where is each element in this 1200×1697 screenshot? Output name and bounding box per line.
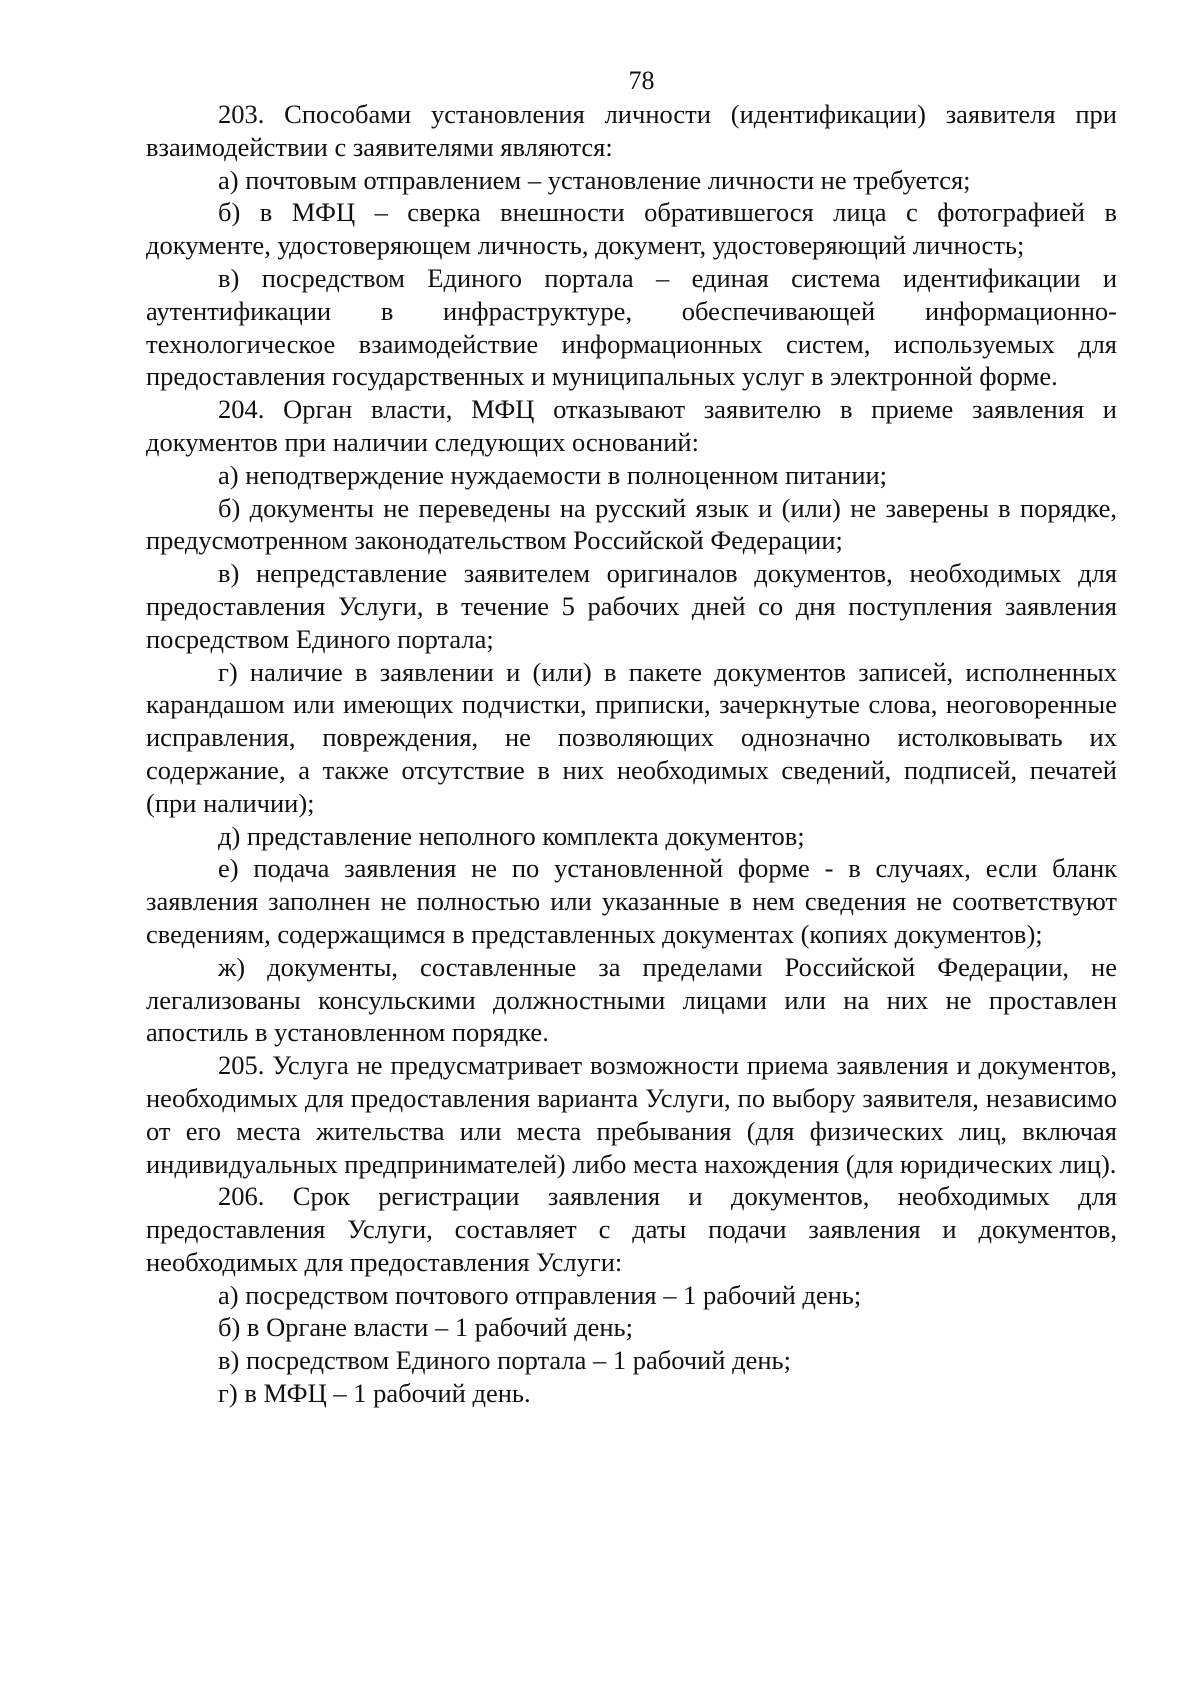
paragraph-204-g: г) наличие в заявлении и (или) в пакете документов записей, исполненных карандашом или имеющих подчистки, приписки, зачеркнутые слова, неоговоренные исправления, повреждения, не позволяющих однозначно истолковывать их содержание, а также отсутствие в них необходимых сведений, подписей, печатей (при наличии); xyxy=(146,656,1117,818)
paragraph-206-b: б) в Органе власти – 1 рабочий день; xyxy=(218,1312,633,1343)
page-number: 78 xyxy=(628,66,655,95)
paragraph-204-zh: ж) документы, составленные за пределами Российской Федерации, не легализованы консульскими должностными лицами или на них не проставлен апостиль в установленном порядке. xyxy=(146,951,1117,1048)
paragraph-206-v: в) посредством Единого портала – 1 рабочий день; xyxy=(218,1345,791,1376)
paragraph-204-e: е) подача заявления не по установленной форме - в случаях, если бланк заявления заполнен не полностью или указанные в нем сведения не соответствуют сведениям, содержащимся в представленных документах (копиях документов); xyxy=(146,853,1117,949)
paragraph-206-a: а) посредством почтового отправления – 1 рабочий день; xyxy=(218,1279,862,1310)
paragraph-204: 204. Орган власти, МФЦ отказывают заявителю в приеме заявления и документов при наличии следующих оснований: xyxy=(146,394,1117,457)
document-body xyxy=(146,98,1117,1410)
paragraph-204-v: в) непредставление заявителем оригиналов документов, необходимых для предоставления Услуги, в течение 5 рабочих дней со дня поступления заявления посредством Единого портала; xyxy=(146,558,1117,654)
paragraph-203-a: а) почтовым отправлением – установление личности не требуется; xyxy=(218,164,971,195)
paragraph-204-a: а) неподтверждение нуждаемости в полноценном питании; xyxy=(218,459,888,490)
paragraph-204-b: б) документы не переведены на русский язык и (или) не заверены в порядке, предусмотренном законодательством Российской Федерации; xyxy=(146,492,1117,556)
paragraph-203: 203. Способами установления личности (идентификации) заявителя при взаимодействии с заявителями являются: xyxy=(146,99,1117,162)
paragraph-206: 206. Срок регистрации заявления и документов, необходимых для предоставления Услуги, составляет с даты подачи заявления и документов, необходимых для предоставления Услуги: xyxy=(146,1181,1117,1277)
paragraph-203-b: б) в МФЦ – сверка внешности обратившегося лица с фотографией в документе, удостоверяющем личность, документ, удостоверяющий личность; xyxy=(146,197,1117,261)
paragraph-206-g: г) в МФЦ – 1 рабочий день. xyxy=(218,1378,531,1409)
paragraph-205: 205. Услуга не предусматривает возможности приема заявления и документов, необходимых для предоставления варианта Услуги, по выбору заявителя, независимо от его места жительства или места пребывания (для физических лиц, включая индивидуальных предпринимателей) либо места нахождения (для юридических лиц). xyxy=(146,1050,1117,1179)
paragraph-203-v: в) посредством Единого портала – единая система идентификации и аутентификации в инфраструктуре, обеспечивающей информационно-технологическое взаимодействие информационных систем, используемых для предоставления государственных и муниципальных услуг в электронной форме. xyxy=(146,262,1117,392)
paragraph-204-d: д) представление неполного комплекта документов; xyxy=(218,820,805,851)
